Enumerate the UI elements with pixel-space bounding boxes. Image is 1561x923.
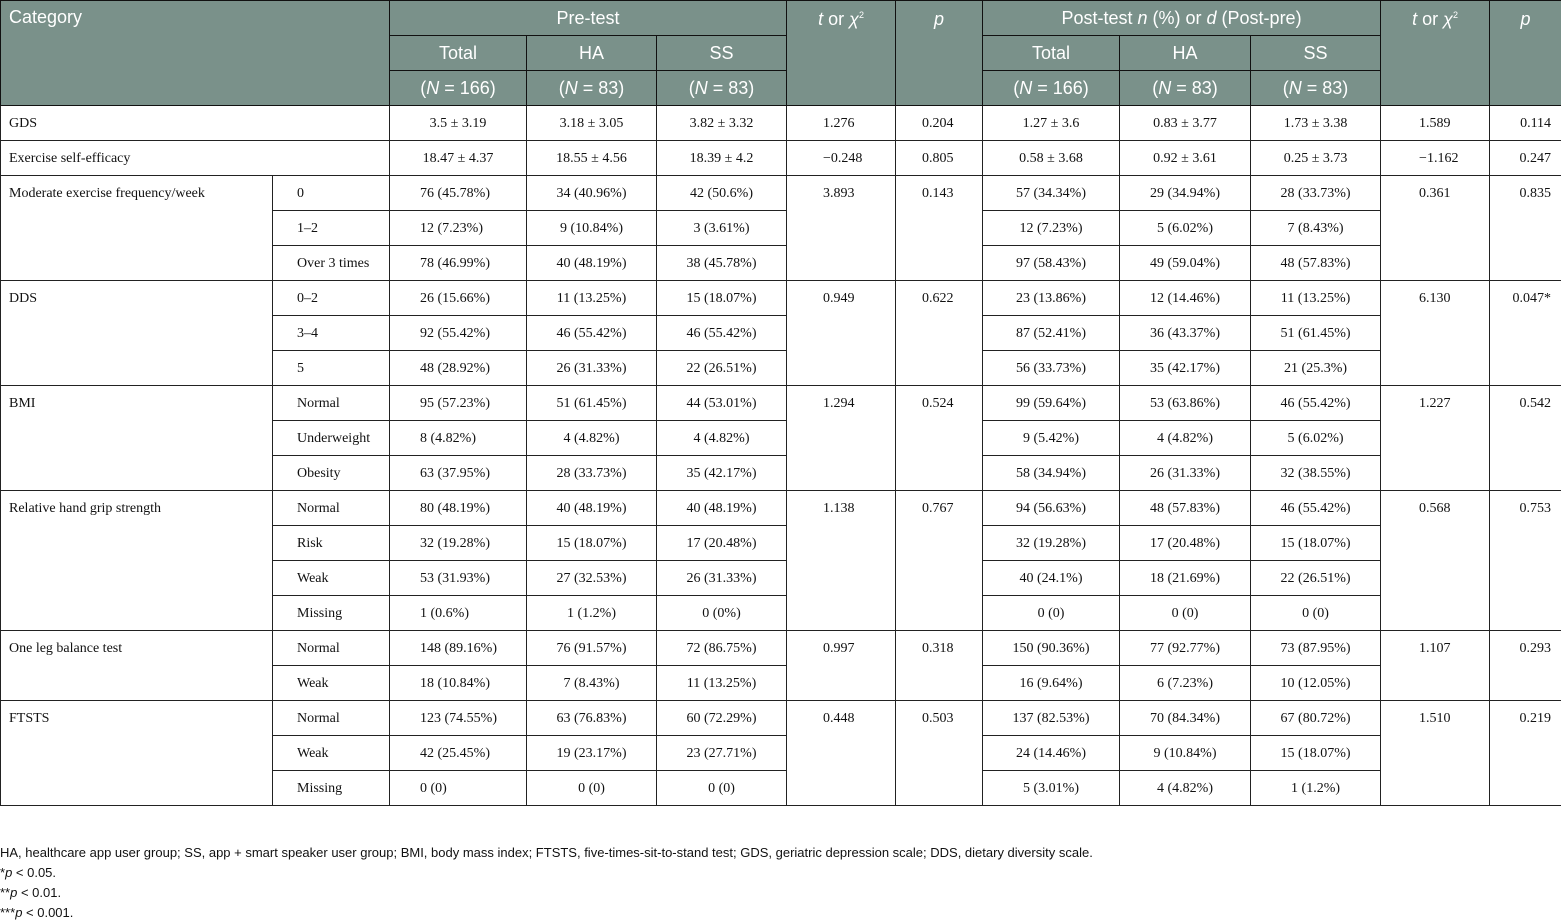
- pre-p-value: 0.524: [896, 386, 983, 491]
- pre-p-value: 0.805: [896, 141, 983, 176]
- post-total-value: 0.58 ± 3.68: [983, 141, 1120, 176]
- post-p-value: 0.219: [1490, 701, 1561, 806]
- post-total-value: 23 (13.86%): [983, 281, 1120, 316]
- table-row: [1, 631, 1561, 666]
- pre-ss-value: 22 (26.51%): [657, 351, 787, 386]
- post-total-value: 0 (0): [983, 596, 1120, 631]
- row-level: 0: [273, 176, 390, 211]
- header-pre-n-ss: (N = 83): [657, 71, 787, 106]
- post-ss-value: 48 (57.83%): [1251, 246, 1381, 281]
- row-level: Underweight: [273, 421, 390, 456]
- post-statistic: −1.162: [1381, 141, 1490, 176]
- pre-p-value: 0.318: [896, 631, 983, 701]
- row-level: Missing: [273, 596, 390, 631]
- pre-total-value: 26 (15.66%): [390, 281, 527, 316]
- note-p001: ***p < 0.001.: [0, 903, 1093, 923]
- pre-total-value: 78 (46.99%): [390, 246, 527, 281]
- post-ha-value: 49 (59.04%): [1120, 246, 1251, 281]
- table-row: [1, 141, 1561, 176]
- post-statistic: 1.227: [1381, 386, 1490, 491]
- row-category: BMI: [1, 386, 273, 491]
- pre-ss-value: 3 (3.61%): [657, 211, 787, 246]
- post-total-value: 56 (33.73%): [983, 351, 1120, 386]
- header-t-chi-pre: t or $\chi^2$: [787, 1, 896, 106]
- pre-ha-value: 1 (1.2%): [527, 596, 657, 631]
- post-total-value: 12 (7.23%): [983, 211, 1120, 246]
- post-total-value: 32 (19.28%): [983, 526, 1120, 561]
- row-level: Normal: [273, 386, 390, 421]
- post-p-value: 0.293: [1490, 631, 1561, 701]
- pre-ha-value: 18.55 ± 4.56: [527, 141, 657, 176]
- post-total-value: 1.27 ± 3.6: [983, 106, 1120, 141]
- post-p-value: 0.542: [1490, 386, 1561, 491]
- post-ha-value: 29 (34.94%): [1120, 176, 1251, 211]
- header-post-ha: HA: [1120, 36, 1251, 71]
- post-statistic: 0.568: [1381, 491, 1490, 631]
- row-category: DDS: [1, 281, 273, 386]
- post-ha-value: 26 (31.33%): [1120, 456, 1251, 491]
- pre-ss-value: 26 (31.33%): [657, 561, 787, 596]
- header-post-n-ss: (N = 83): [1251, 71, 1381, 106]
- pre-ss-value: 40 (48.19%): [657, 491, 787, 526]
- pre-total-value: 53 (31.93%): [390, 561, 527, 596]
- post-p-value: 0.047*: [1490, 281, 1561, 386]
- header-pre-n-total: (N = 166): [390, 71, 527, 106]
- post-total-value: 58 (34.94%): [983, 456, 1120, 491]
- post-ss-value: 32 (38.55%): [1251, 456, 1381, 491]
- pre-total-value: 148 (89.16%): [390, 631, 527, 666]
- post-ha-value: 9 (10.84%): [1120, 736, 1251, 771]
- pre-ss-value: 3.82 ± 3.32: [657, 106, 787, 141]
- post-total-value: 57 (34.34%): [983, 176, 1120, 211]
- pre-p-value: 0.622: [896, 281, 983, 386]
- post-total-value: 9 (5.42%): [983, 421, 1120, 456]
- row-level: Weak: [273, 666, 390, 701]
- pre-p-value: 0.767: [896, 491, 983, 631]
- post-ss-value: 46 (55.42%): [1251, 491, 1381, 526]
- post-ss-value: 28 (33.73%): [1251, 176, 1381, 211]
- post-ss-value: 1 (1.2%): [1251, 771, 1381, 806]
- post-statistic: 6.130: [1381, 281, 1490, 386]
- pre-ha-value: 9 (10.84%): [527, 211, 657, 246]
- row-level: Weak: [273, 561, 390, 596]
- pre-ha-value: 11 (13.25%): [527, 281, 657, 316]
- post-total-value: 137 (82.53%): [983, 701, 1120, 736]
- pre-ss-value: 42 (50.6%): [657, 176, 787, 211]
- row-level: Over 3 times: [273, 246, 390, 281]
- pre-ha-value: 76 (91.57%): [527, 631, 657, 666]
- header-post-ss: SS: [1251, 36, 1381, 71]
- pre-total-value: 95 (57.23%): [390, 386, 527, 421]
- post-total-value: 40 (24.1%): [983, 561, 1120, 596]
- post-ha-value: 5 (6.02%): [1120, 211, 1251, 246]
- pre-total-value: 63 (37.95%): [390, 456, 527, 491]
- post-ss-value: 1.73 ± 3.38: [1251, 106, 1381, 141]
- pre-total-value: 18 (10.84%): [390, 666, 527, 701]
- row-category: Relative hand grip strength: [1, 491, 273, 631]
- pre-total-value: 0 (0): [390, 771, 527, 806]
- post-ss-value: 11 (13.25%): [1251, 281, 1381, 316]
- post-ss-value: 5 (6.02%): [1251, 421, 1381, 456]
- table-row: [1, 176, 1561, 211]
- pre-ss-value: 0 (0): [657, 771, 787, 806]
- post-ha-value: 48 (57.83%): [1120, 491, 1251, 526]
- pre-ss-value: 18.39 ± 4.2: [657, 141, 787, 176]
- row-category: Exercise self-efficacy: [1, 141, 390, 176]
- row-level: Normal: [273, 491, 390, 526]
- header-category: Category: [1, 1, 390, 106]
- post-p-value: 0.247: [1490, 141, 1561, 176]
- header-pre-ss: SS: [657, 36, 787, 71]
- pre-ha-value: 46 (55.42%): [527, 316, 657, 351]
- post-ss-value: 73 (87.95%): [1251, 631, 1381, 666]
- pre-total-value: 18.47 ± 4.37: [390, 141, 527, 176]
- pre-ha-value: 63 (76.83%): [527, 701, 657, 736]
- pre-ss-value: 0 (0%): [657, 596, 787, 631]
- post-ha-value: 6 (7.23%): [1120, 666, 1251, 701]
- pre-total-value: 123 (74.55%): [390, 701, 527, 736]
- pre-statistic: 1.276: [787, 106, 896, 141]
- pre-ss-value: 15 (18.07%): [657, 281, 787, 316]
- pre-ha-value: 0 (0): [527, 771, 657, 806]
- table-body: [1, 106, 1561, 806]
- post-ha-value: 4 (4.82%): [1120, 421, 1251, 456]
- table-row: [1, 491, 1561, 526]
- post-statistic: 1.589: [1381, 106, 1490, 141]
- header-pretest: Pre-test: [390, 1, 787, 36]
- header-posttest: Post-test n (%) or d (Post-pre): [983, 1, 1381, 36]
- pre-ha-value: 26 (31.33%): [527, 351, 657, 386]
- row-category: FTSTS: [1, 701, 273, 806]
- header-pre-ha: HA: [527, 36, 657, 71]
- table-row: [1, 386, 1561, 421]
- pre-total-value: 1 (0.6%): [390, 596, 527, 631]
- post-total-value: 94 (56.63%): [983, 491, 1120, 526]
- table-row: [1, 106, 1561, 141]
- header-t-chi-post: t or $\chi^2$: [1381, 1, 1490, 106]
- pre-total-value: 76 (45.78%): [390, 176, 527, 211]
- post-total-value: 150 (90.36%): [983, 631, 1120, 666]
- post-ss-value: 51 (61.45%): [1251, 316, 1381, 351]
- post-ss-value: 0.25 ± 3.73: [1251, 141, 1381, 176]
- pre-statistic: −0.248: [787, 141, 896, 176]
- post-total-value: 99 (59.64%): [983, 386, 1120, 421]
- pre-ss-value: 72 (86.75%): [657, 631, 787, 666]
- note-p01: **p < 0.01.: [0, 883, 1093, 903]
- pre-ha-value: 27 (32.53%): [527, 561, 657, 596]
- row-level: Obesity: [273, 456, 390, 491]
- post-ha-value: 0.92 ± 3.61: [1120, 141, 1251, 176]
- row-category: Moderate exercise frequency/week: [1, 176, 273, 281]
- row-level: Weak: [273, 736, 390, 771]
- row-level: 0–2: [273, 281, 390, 316]
- pre-ss-value: 23 (27.71%): [657, 736, 787, 771]
- post-ss-value: 46 (55.42%): [1251, 386, 1381, 421]
- pre-ha-value: 19 (23.17%): [527, 736, 657, 771]
- post-ha-value: 12 (14.46%): [1120, 281, 1251, 316]
- post-ha-value: 35 (42.17%): [1120, 351, 1251, 386]
- row-level: Normal: [273, 631, 390, 666]
- post-ss-value: 15 (18.07%): [1251, 736, 1381, 771]
- pre-p-value: 0.143: [896, 176, 983, 281]
- pre-ss-value: 46 (55.42%): [657, 316, 787, 351]
- post-total-value: 16 (9.64%): [983, 666, 1120, 701]
- pre-ha-value: 51 (61.45%): [527, 386, 657, 421]
- post-ha-value: 17 (20.48%): [1120, 526, 1251, 561]
- post-statistic: 0.361: [1381, 176, 1490, 281]
- row-level: 1–2: [273, 211, 390, 246]
- pre-ss-value: 35 (42.17%): [657, 456, 787, 491]
- header-p-post: p: [1490, 1, 1561, 106]
- pre-total-value: 12 (7.23%): [390, 211, 527, 246]
- row-level: Normal: [273, 701, 390, 736]
- pre-statistic: 3.893: [787, 176, 896, 281]
- post-ss-value: 21 (25.3%): [1251, 351, 1381, 386]
- header-post-total: Total: [983, 36, 1120, 71]
- table-row: [1, 281, 1561, 316]
- header-pre-n-ha: (N = 83): [527, 71, 657, 106]
- post-p-value: 0.753: [1490, 491, 1561, 631]
- post-ss-value: 0 (0): [1251, 596, 1381, 631]
- pre-ss-value: 17 (20.48%): [657, 526, 787, 561]
- pre-total-value: 8 (4.82%): [390, 421, 527, 456]
- post-statistic: 1.510: [1381, 701, 1490, 806]
- pre-ss-value: 38 (45.78%): [657, 246, 787, 281]
- post-ss-value: 7 (8.43%): [1251, 211, 1381, 246]
- post-ss-value: 22 (26.51%): [1251, 561, 1381, 596]
- table-notes: [0, 843, 1093, 923]
- note-abbreviations: HA, healthcare app user group; SS, app + smart speaker user group; BMI, body mass index; FTSTS, five-times-sit-to-stand test; GDS, geriatric depression scale; DDS, dietary diversity scale.: [0, 843, 1093, 863]
- pre-ss-value: 60 (72.29%): [657, 701, 787, 736]
- row-category: One leg balance test: [1, 631, 273, 701]
- pre-total-value: 3.5 ± 3.19: [390, 106, 527, 141]
- header-post-n-ha: (N = 83): [1120, 71, 1251, 106]
- post-ha-value: 53 (63.86%): [1120, 386, 1251, 421]
- row-category: GDS: [1, 106, 390, 141]
- pre-p-value: 0.204: [896, 106, 983, 141]
- post-ss-value: 10 (12.05%): [1251, 666, 1381, 701]
- post-ha-value: 77 (92.77%): [1120, 631, 1251, 666]
- post-ha-value: 0 (0): [1120, 596, 1251, 631]
- post-ha-value: 0.83 ± 3.77: [1120, 106, 1251, 141]
- pre-statistic: 1.138: [787, 491, 896, 631]
- post-total-value: 24 (14.46%): [983, 736, 1120, 771]
- pre-p-value: 0.503: [896, 701, 983, 806]
- pre-total-value: 80 (48.19%): [390, 491, 527, 526]
- post-ss-value: 67 (80.72%): [1251, 701, 1381, 736]
- post-ha-value: 4 (4.82%): [1120, 771, 1251, 806]
- post-total-value: 5 (3.01%): [983, 771, 1120, 806]
- pre-ha-value: 28 (33.73%): [527, 456, 657, 491]
- table-row: [1, 701, 1561, 736]
- post-total-value: 97 (58.43%): [983, 246, 1120, 281]
- pre-ha-value: 40 (48.19%): [527, 491, 657, 526]
- post-ha-value: 18 (21.69%): [1120, 561, 1251, 596]
- post-statistic: 1.107: [1381, 631, 1490, 701]
- header-pre-total: Total: [390, 36, 527, 71]
- pre-ss-value: 11 (13.25%): [657, 666, 787, 701]
- pre-statistic: 0.997: [787, 631, 896, 701]
- table-header: [1, 1, 1561, 106]
- pre-ha-value: 34 (40.96%): [527, 176, 657, 211]
- post-ha-value: 36 (43.37%): [1120, 316, 1251, 351]
- row-level: 3–4: [273, 316, 390, 351]
- pre-total-value: 48 (28.92%): [390, 351, 527, 386]
- pre-total-value: 32 (19.28%): [390, 526, 527, 561]
- pre-statistic: 0.949: [787, 281, 896, 386]
- pre-ha-value: 3.18 ± 3.05: [527, 106, 657, 141]
- post-total-value: 87 (52.41%): [983, 316, 1120, 351]
- pre-ha-value: 15 (18.07%): [527, 526, 657, 561]
- pre-statistic: 0.448: [787, 701, 896, 806]
- pre-total-value: 92 (55.42%): [390, 316, 527, 351]
- note-p05: *p < 0.05.: [0, 863, 1093, 883]
- row-level: Risk: [273, 526, 390, 561]
- row-level: 5: [273, 351, 390, 386]
- pre-ha-value: 7 (8.43%): [527, 666, 657, 701]
- pre-ha-value: 4 (4.82%): [527, 421, 657, 456]
- row-level: Missing: [273, 771, 390, 806]
- pre-ss-value: 4 (4.82%): [657, 421, 787, 456]
- post-ss-value: 15 (18.07%): [1251, 526, 1381, 561]
- pre-ss-value: 44 (53.01%): [657, 386, 787, 421]
- post-ha-value: 70 (84.34%): [1120, 701, 1251, 736]
- pre-ha-value: 40 (48.19%): [527, 246, 657, 281]
- post-p-value: 0.835: [1490, 176, 1561, 281]
- post-p-value: 0.114: [1490, 106, 1561, 141]
- pre-total-value: 42 (25.45%): [390, 736, 527, 771]
- pre-statistic: 1.294: [787, 386, 896, 491]
- header-p-pre: p: [896, 1, 983, 106]
- header-post-n-total: (N = 166): [983, 71, 1120, 106]
